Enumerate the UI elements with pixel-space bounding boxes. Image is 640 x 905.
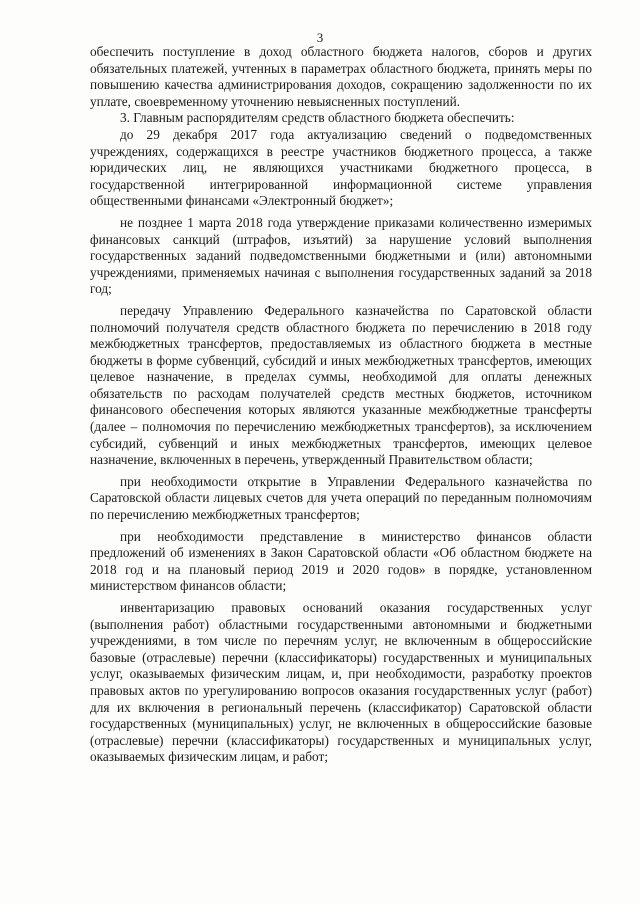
paragraph: не позднее 1 марта 2018 года утверждение приказами количественно измеримых финансовых санкций (штрафов, изъятий) за нарушение условий выполнения государственных заданий подведомственными бюджетными и (или) автономными учреждениями, применяемых начиная с выполнения государственных заданий за 2018 год; (90, 214, 592, 297)
paragraph: обеспечить поступление в доход областного бюджета налогов, сборов и других обязательных платежей, учтенных в параметрах областного бюджета, принять меры по повышению качества администрирования доходов, сокращению задолженности по их уплате, своевременному уточнению невыясненных поступлений. (90, 44, 592, 109)
page-number: 3 (316, 30, 324, 45)
paragraph: при необходимости открытие в Управлении Федерального казначейства по Саратовской области лицевых счетов для учета операций по переданным полномочиям по перечислению межбюджетных трансфертов; (90, 473, 592, 523)
paragraph: инвентаризацию правовых оснований оказания государственных услуг (выполнения работ) областными государственными автономными и бюджетными учреждениями, в том числе по перечням услуг, не включенным в общероссийские базовые (отраслевые) перечни (классификаторы) государственных и муниципальных услуг, оказываемых физическим лицам, и, при необходимости, разработку проектов правовых актов по урегулированию вопросов оказания государственных услуг (работ) для их включения в региональный перечень (классификатор) Саратовской области государственных (муниципальных) услуг, не включенных в общероссийские базовые (отраслевые) перечни (классификаторы) государственных и муниципальных услуг, оказываемых физическим лицам, и работ; (90, 600, 592, 765)
paragraph: до 29 декабря 2017 года актуализацию сведений о подведомственных учреждениях, содержащихся в реестре участников бюджетного процесса, а также юридических лиц, не являющихся участниками бюджетного процесса, в государственной интегрированной информационной системе управления общественными финансами «Электронный бюджет»; (90, 126, 592, 209)
paragraph: передачу Управлению Федерального казначейства по Саратовской области полномочий получателя средств областного бюджета по перечислению в 2018 году межбюджетных трансфертов, предоставляемых из областного бюджета в местные бюджеты в форме субвенций, субсидий и иных межбюджетных трансфертов, имеющих целевое назначение, в пределах суммы, необходимой для оплаты денежных обязательств по расходам получателей средств местных бюджетов, источником финансового обеспечения которых являются указанные межбюджетные трансферты (далее – полномочия по перечислению межбюджетных трансфертов), за исключением субсидий, субвенций и иных межбюджетных трансфертов, имеющих целевое назначение, включенных в перечень, утвержденный Правительством области; (90, 302, 592, 468)
body-text (90, 44, 592, 766)
paragraph: при необходимости представление в министерство финансов области предложений об изменениях в Закон Саратовской области «Об областном бюджете на 2018 год и на плановый период 2019 и 2020 годов» в порядке, установленном министерством финансов области; (90, 528, 592, 594)
paragraph: 3. Главным распорядителям средств областного бюджета обеспечить: (120, 110, 515, 126)
